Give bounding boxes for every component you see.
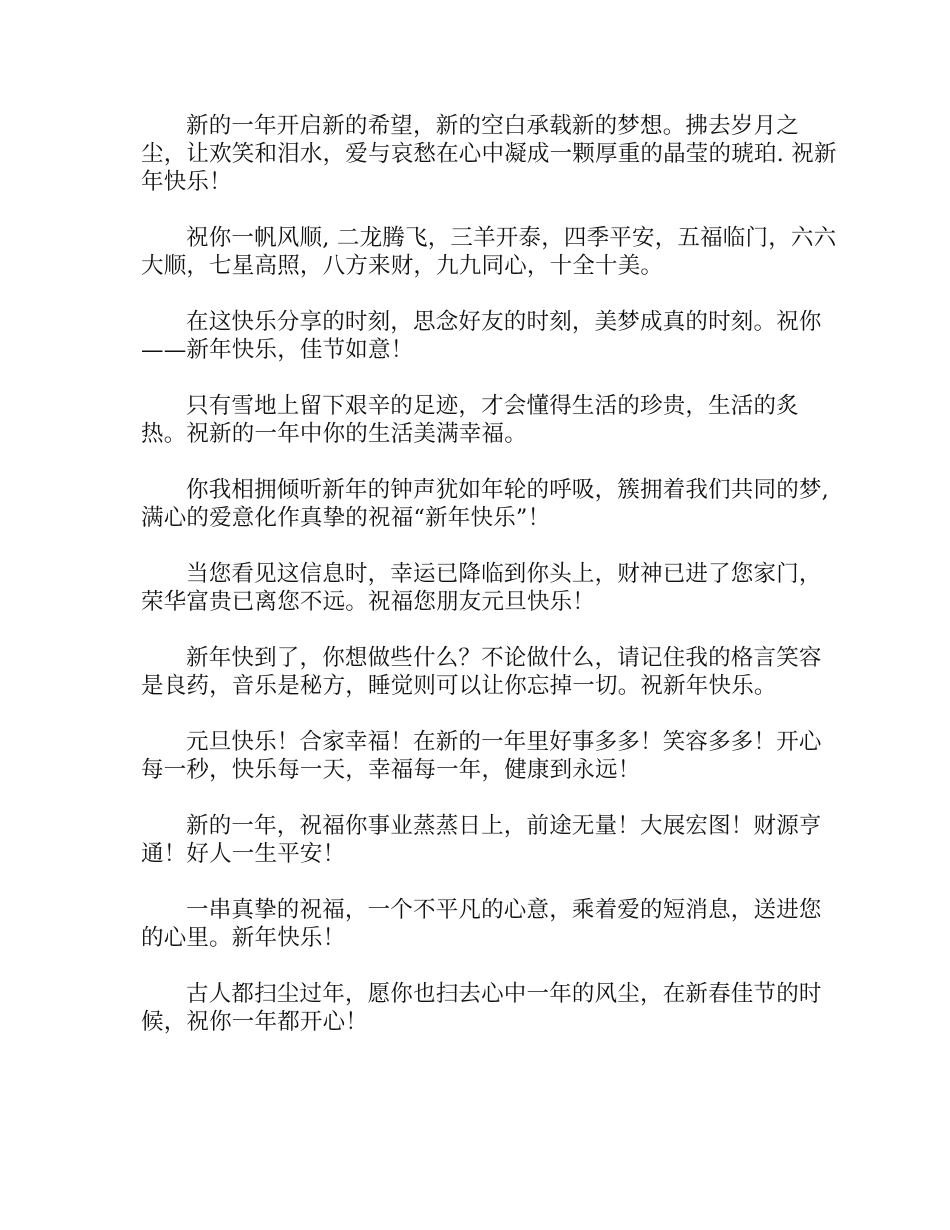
paragraph-1: 新的一年开启新的希望，新的空白承载新的梦想。拂去岁月之尘，让欢笑和泪水，爱与哀愁在心中凝成一颗厚重的晶莹的琥珀. 祝新年快乐！ bbox=[141, 113, 837, 195]
paragraph-6: 当您看见这信息时，幸运已降临到你头上，财神已进了您家门，荣华富贵已离您不远。祝福您朋友元旦快乐！ bbox=[141, 561, 822, 615]
paragraph-11: 古人都扫尘过年，愿你也扫去心中一年的风尘，在新春佳节的时候，祝你一年都开心！ bbox=[141, 981, 822, 1035]
paragraph-7: 新年快到了，你想做些什么？不论做什么，请记住我的格言笑容是良药，音乐是秘方，睡觉则可以让你忘掉一切。祝新年快乐。 bbox=[141, 645, 822, 699]
paragraph-3: 在这快乐分享的时刻，思念好友的时刻，美梦成真的时刻。祝你——新年快乐，佳节如意！ bbox=[141, 309, 822, 363]
paragraph-9: 新的一年，祝福你事业蒸蒸日上，前途无量！大展宏图！财源亨通！好人一生平安！ bbox=[141, 813, 822, 867]
paragraph-2: 祝你一帆风顺, 二龙腾飞，三羊开泰，四季平安，五福临门，六六大顺，七星高照，八方来财，九九同心，十全十美。 bbox=[141, 225, 837, 279]
paragraph-8: 元旦快乐！合家幸福！在新的一年里好事多多！笑容多多！开心每一秒，快乐每一天，幸福每一年，健康到永远！ bbox=[141, 729, 822, 783]
paragraph-5: 你我相拥倾听新年的钟声犹如年轮的呼吸，簇拥着我们共同的梦, 满心的爱意化作真挚的祝福“新年快乐”！ bbox=[141, 477, 829, 531]
paragraph-4: 只有雪地上留下艰辛的足迹，才会懂得生活的珍贵，生活的炙热。祝新的一年中你的生活美满幸福。 bbox=[141, 393, 799, 447]
paragraph-10: 一串真挚的祝福，一个不平凡的心意，乘着爱的短消息，送进您的心里。新年快乐！ bbox=[141, 897, 822, 951]
